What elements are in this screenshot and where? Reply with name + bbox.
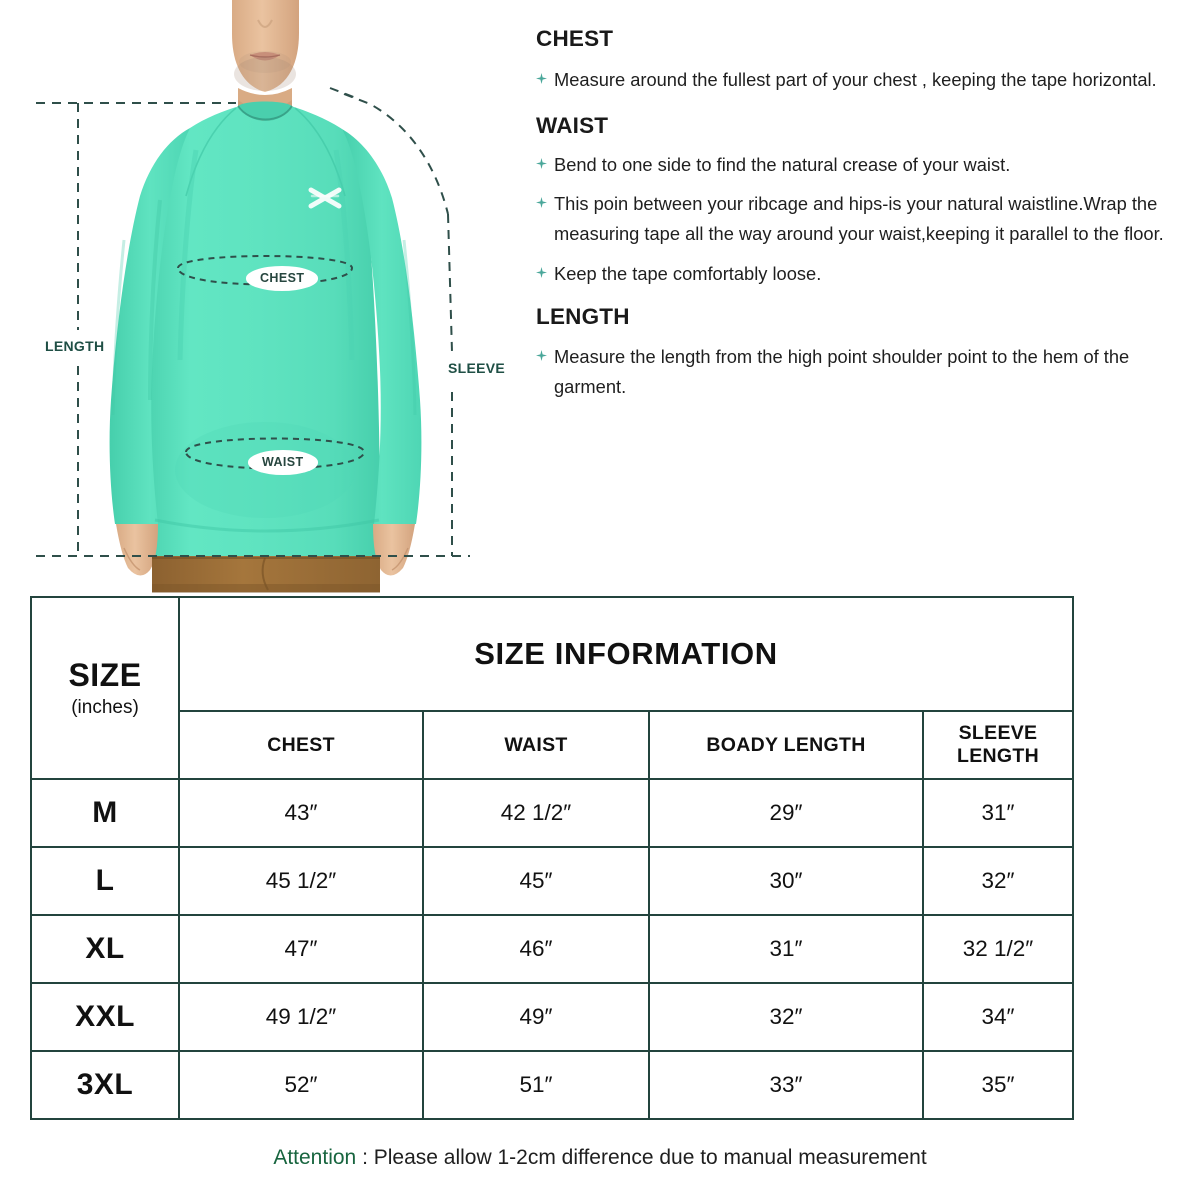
bullet-star-icon [536,197,554,208]
instruction-heading-waist: WAIST [536,112,609,138]
cell-waist: 51″ [423,1051,649,1119]
cell-waist: 42 1/2″ [423,779,649,847]
instruction-list-length [536,342,1164,401]
table-row [31,983,1073,1051]
cell-size: XL [31,915,179,983]
column-header-waist: WAIST [423,711,649,779]
bullet-star-icon [536,73,554,84]
instruction-text: This poin between your ribcage and hips-is your natural waistline.Wrap the measuring tape all the way around your waist,keeping it parallel to the floor. [554,193,1164,244]
bullet-star-icon [536,158,554,169]
shirt-body [110,102,422,557]
size-header-cell [31,597,179,779]
cell-waist: 45″ [423,847,649,915]
size-header-main: SIZE [68,656,142,693]
cell-body-length: 33″ [649,1051,923,1119]
cell-sleeve-length: 31″ [923,779,1073,847]
cell-waist: 46″ [423,915,649,983]
cell-sleeve-length: 34″ [923,983,1073,1051]
cell-size: L [31,847,179,915]
cell-chest: 52″ [179,1051,423,1119]
instruction-text: Keep the tape comfortably loose. [554,262,822,284]
cell-body-length: 32″ [649,983,923,1051]
attention-text: : Please allow 1-2cm difference due to manual measurement [356,1146,927,1169]
instruction-text: Measure the length from the high point shoulder point to the hem of the garment. [554,346,1130,397]
instruction-item [536,65,1164,95]
instruction-block-chest [536,26,1164,95]
column-header-sleeve-length: SLEEVE LENGTH [923,711,1073,779]
cell-chest: 47″ [179,915,423,983]
table-header-row-columns [31,711,1073,779]
instruction-item [536,259,1164,289]
cell-size: 3XL [31,1051,179,1119]
sleeve-dimension-label: SLEEVE [443,358,510,378]
cell-sleeve-length: 35″ [923,1051,1073,1119]
instruction-block-length [536,304,1164,401]
cell-sleeve-length: 32″ [923,847,1073,915]
cell-body-length: 29″ [649,779,923,847]
column-header-chest: CHEST [179,711,423,779]
cell-sleeve-length: 32 1/2″ [923,915,1073,983]
model-head [232,0,299,92]
table-header-row-title [31,597,1073,711]
size-information-title: SIZE INFORMATION [179,597,1073,711]
measuring-instructions [536,26,1164,411]
bullet-star-icon [536,267,554,278]
table-row [31,915,1073,983]
attention-note [0,1146,1200,1170]
instruction-text: Measure around the fullest part of your chest , keeping the tape horizontal. [554,69,1157,90]
instruction-text: Bend to one side to find the natural crease of your waist. [554,153,1011,175]
size-table-container [30,596,1072,1120]
cell-body-length: 31″ [649,915,923,983]
model-photo-illustration [0,0,530,595]
column-header-body-length: BOADY LENGTH [649,711,923,779]
instruction-heading-chest: CHEST [536,26,614,51]
length-dimension-label: LENGTH [40,336,109,356]
instruction-list-chest [536,65,1164,95]
instruction-block-waist [536,113,1164,289]
instruction-item [536,342,1164,401]
bullet-star-icon [536,350,554,361]
chest-dimension-label: CHEST [246,266,318,291]
garment-illustration [0,0,530,595]
table-row [31,779,1073,847]
cell-chest: 43″ [179,779,423,847]
cell-size: XXL [31,983,179,1051]
attention-label: Attention [273,1146,357,1169]
instruction-item [536,150,1164,180]
cell-waist: 49″ [423,983,649,1051]
table-row [31,1051,1073,1119]
instruction-heading-length: LENGTH [536,304,630,330]
size-information-table [30,596,1074,1120]
cell-chest: 45 1/2″ [179,847,423,915]
cell-size: M [31,779,179,847]
instruction-item [536,189,1164,248]
waist-dimension-label: WAIST [248,450,318,475]
instruction-list-waist [536,150,1164,289]
cell-chest: 49 1/2″ [179,983,423,1051]
table-row [31,847,1073,915]
cell-body-length: 30″ [649,847,923,915]
top-section [0,0,1200,595]
size-header-sub: (inches) [71,697,139,719]
